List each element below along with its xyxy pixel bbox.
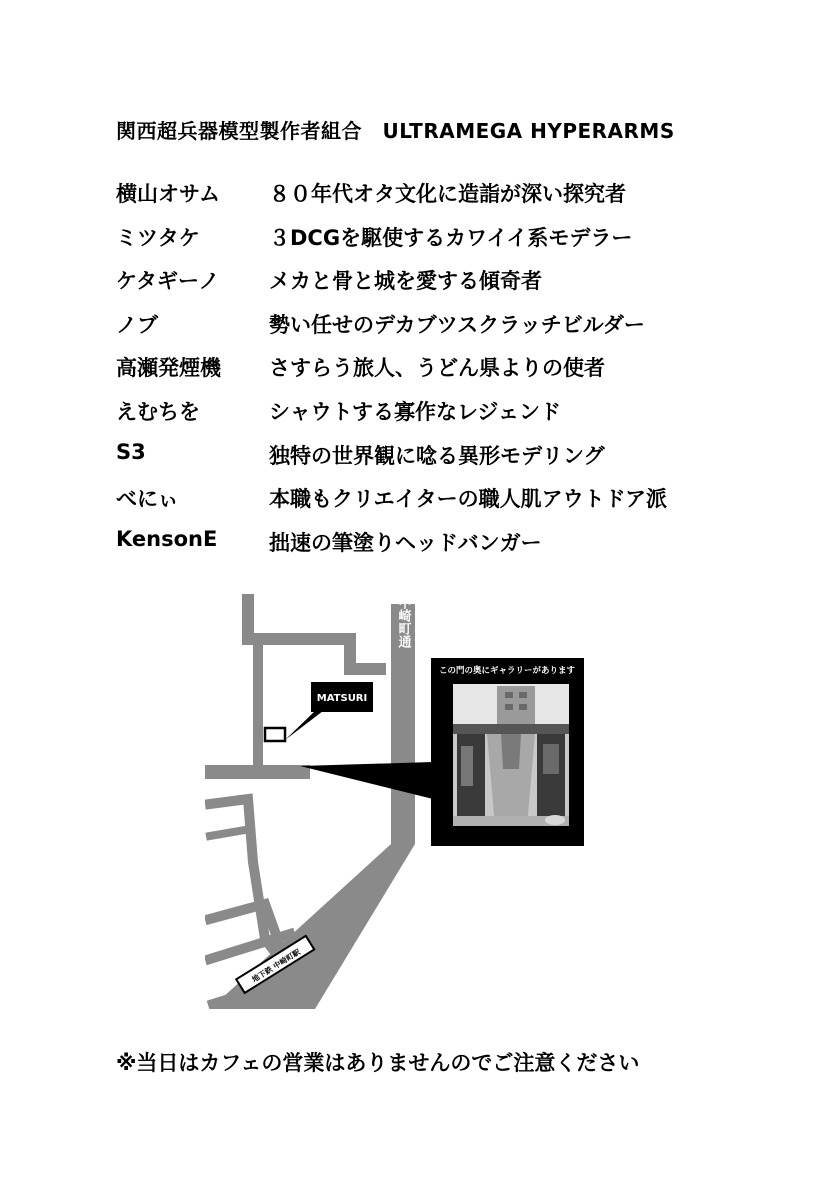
photo-pointer	[300, 762, 433, 799]
member-description: 勢い任せのデカブツスクラッチビルダー	[269, 312, 645, 337]
member-description: 拙速の筆塗りヘッドバンガー	[269, 530, 542, 555]
member-description: 本職もクリエイターの職人肌アウトドア派	[269, 487, 667, 512]
member-row	[116, 352, 776, 396]
gate-photo	[453, 684, 569, 826]
member-name: S3	[116, 439, 146, 464]
member-name: べにぃ	[116, 487, 179, 512]
street	[248, 594, 380, 669]
member-description: ８０年代オタ文化に造詣が深い探究者	[269, 182, 626, 206]
member-description: 独特の世界観に唸る異形モデリング	[269, 443, 605, 468]
member-name: ミツタケ	[116, 225, 200, 250]
member-description: さすらう旅人、うどん県よりの使者	[269, 356, 605, 381]
venue-label: MATSURI	[316, 693, 368, 704]
member-description: ３DCGを駆使するカワイイ系モデラー	[269, 225, 633, 250]
member-name: ノブ	[116, 312, 158, 337]
page-title: 関西超兵器模型製作者組合 ULTRAMEGA HYPERARMS	[116, 119, 675, 143]
member-name: 高瀬発煙機	[116, 356, 221, 381]
street-label: 中崎町通	[395, 596, 411, 648]
member-row	[116, 396, 776, 440]
member-row	[116, 222, 776, 266]
member-row	[116, 440, 776, 484]
member-description: シャウトする寡作なレジェンド	[269, 399, 562, 424]
member-list	[116, 178, 776, 570]
member-row	[116, 483, 776, 527]
member-name: 横山オサム	[116, 182, 220, 206]
member-description: メカと骨と城を愛する傾奇者	[269, 269, 542, 294]
access-map	[205, 594, 605, 1009]
member-name: ケタギーノ	[116, 269, 220, 294]
street	[210, 830, 245, 836]
member-row	[116, 178, 776, 222]
notice-text: ※当日はカフェの営業はありませんのでご注意ください	[116, 1051, 640, 1075]
member-name: えむちを	[116, 399, 200, 424]
member-row	[116, 309, 776, 353]
member-row	[116, 527, 776, 571]
callout-pointer	[285, 711, 323, 740]
member-row	[116, 265, 776, 309]
station-label: 地下鉄 中崎町駅	[250, 947, 302, 985]
venue-marker	[265, 728, 285, 741]
photo-caption: この門の奥にギャラリーがあります	[438, 666, 576, 676]
member-name: KensonE	[116, 526, 218, 551]
